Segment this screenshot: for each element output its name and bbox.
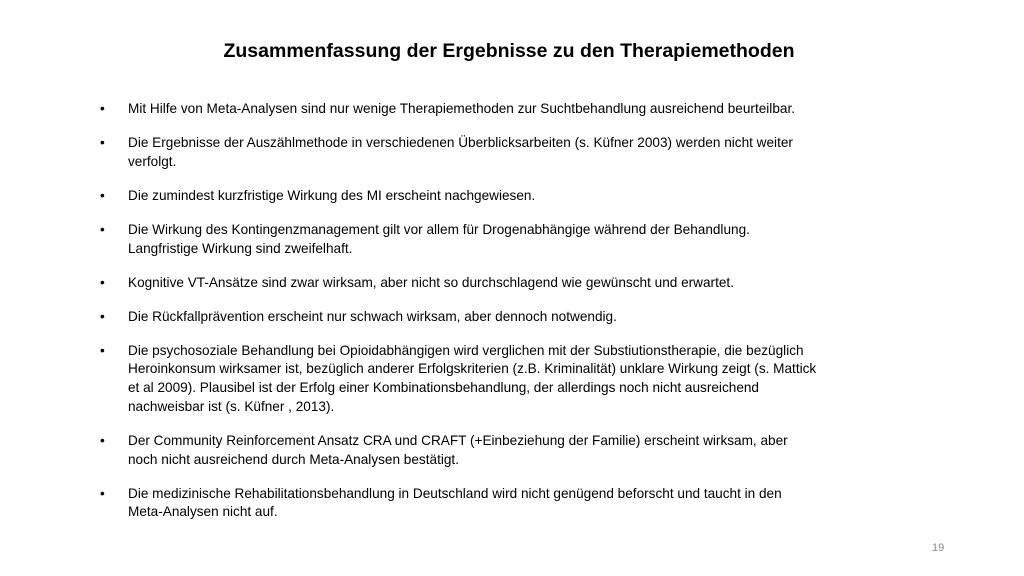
slide-title: Zusammenfassung der Ergebnisse zu den Therapiemethoden [223, 40, 795, 62]
bullet-icon: • [100, 274, 105, 290]
bullet-icon: • [100, 101, 105, 116]
bullet-icon: • [100, 342, 105, 358]
bullet-text: Der Community Reinforcement Ansatz CRA und CRAFT (+Einbeziehung der Familie) erscheint wirksam, aber noch nicht ausreichend durch Meta-Analysen bestätigt. [128, 432, 788, 467]
bullet-item [100, 221, 900, 259]
bullet-text: Mit Hilfe von Meta-Analysen sind nur wenige Therapiemethoden zur Suchtbehandlung ausreichend beurteilbar. [128, 101, 796, 116]
bullet-item [100, 485, 900, 523]
page-number: 19 [932, 542, 945, 554]
bullet-item [100, 274, 900, 293]
bullet-list [100, 100, 900, 537]
bullet-item [100, 100, 900, 119]
bullet-text: Die Wirkung des Kontingenzmanagement gilt vor allem für Drogenabhängige während der Behandlung. Langfristige Wirkung sind zweifelhaft. [128, 221, 750, 256]
bullet-item [100, 342, 900, 417]
bullet-item [100, 134, 900, 172]
bullet-text: Die Rückfallprävention erscheint nur schwach wirksam, aber dennoch notwendig. [128, 308, 617, 324]
bullet-item [100, 187, 900, 206]
bullet-icon: • [100, 485, 105, 501]
bullet-icon: • [100, 187, 105, 203]
bullet-icon: • [100, 308, 105, 324]
bullet-item [100, 432, 900, 470]
bullet-icon: • [100, 432, 105, 448]
bullet-text: Die psychosoziale Behandlung bei Opioidabhängigen wird verglichen mit der Substiutionstherapie, die bezüglich Heroinkonsum wirksamer ist, bezüglich anderer Erfolgskriterien (z.B. Kriminalität) unklare Wirkung zeigt (s. Mattick et al 2009). Plausibel ist der Erfolg einer Kombinationsbehandlung, der allerdings noch nicht ausreichend nachweisbar ist (s. Küfner , 2013). [128, 342, 817, 414]
bullet-text: Kognitive VT-Ansätze sind zwar wirksam, aber nicht so durchschlagend wie gewünscht und erwartet. [128, 274, 734, 290]
bullet-text: Die Ergebnisse der Auszählmethode in verschiedenen Überblicksarbeiten (s. Küfner 2003) werden nicht weiter verfolgt. [128, 134, 793, 169]
bullet-icon: • [100, 221, 105, 237]
bullet-icon: • [100, 134, 105, 150]
bullet-text: Die medizinische Rehabilitationsbehandlung in Deutschland wird nicht genügend beforscht und taucht in den Meta-Analysen nicht auf. [128, 485, 782, 520]
bullet-text: Die zumindest kurzfristige Wirkung des MI erscheint nachgewiesen. [128, 187, 536, 203]
bullet-item [100, 308, 900, 327]
